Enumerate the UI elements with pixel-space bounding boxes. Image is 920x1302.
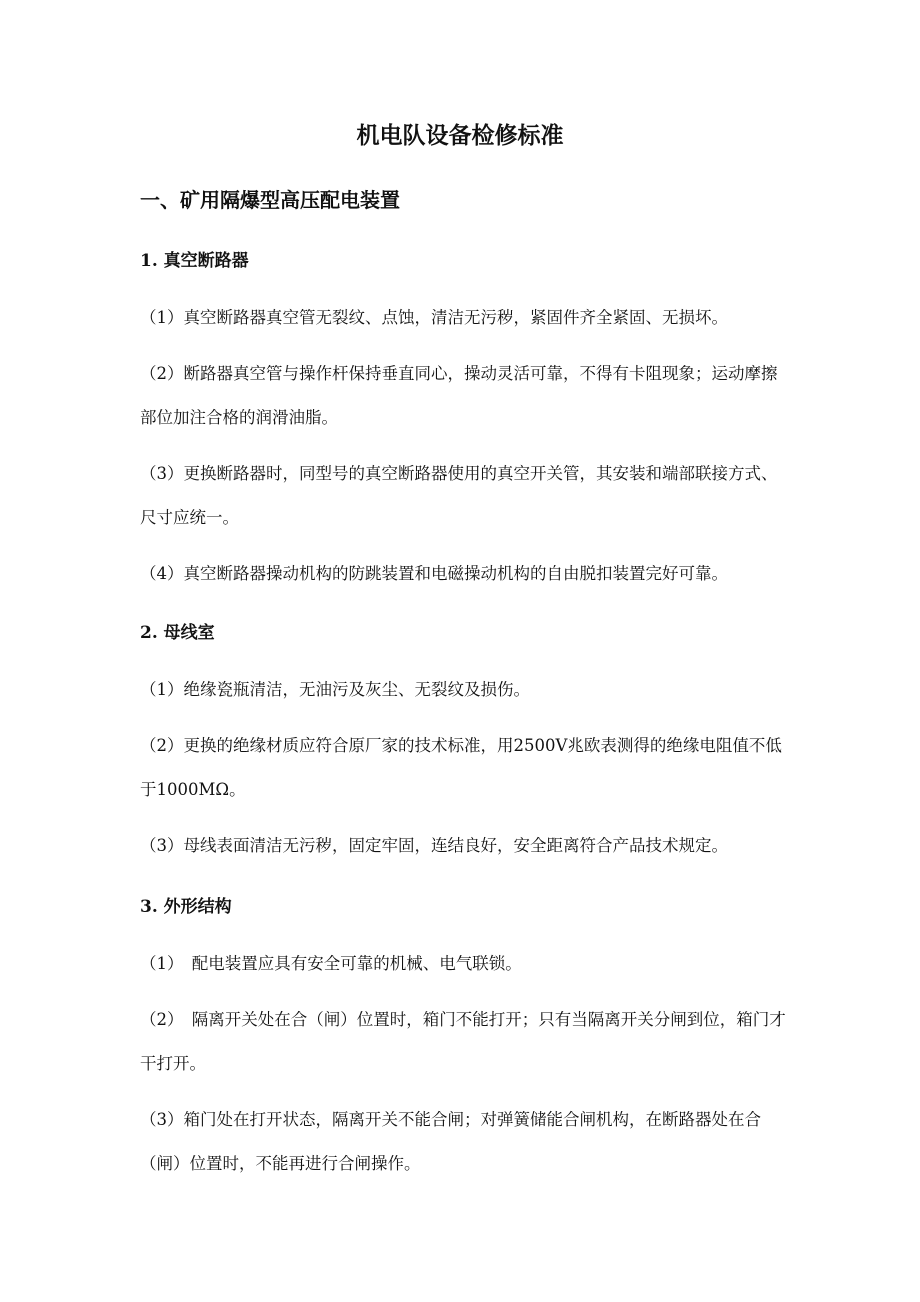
- paragraph-1-4: （4）真空断路器操动机构的防跳装置和电磁操动机构的自由脱扣装置完好可靠。: [140, 564, 728, 583]
- paragraph-1-2: （2）断路器真空管与操作杆保持垂直同心，操动灵活可靠，不得有卡阻现象；运动摩擦部位加注合格的润滑油脂。: [140, 364, 778, 427]
- paragraph-3-3: （3）箱门处在打开状态，隔离开关不能合闸；对弹簧储能合闸机构，在断路器处在合（闸）位置时，不能再进行合闸操作。: [140, 1110, 761, 1173]
- section-heading: 一、矿用隔爆型高压配电装置: [140, 188, 400, 212]
- subsection-heading-2: 2. 母线室: [140, 623, 215, 643]
- paragraph-1-3: （3）更换断路器时，同型号的真空断路器使用的真空开关管，其安装和端部联接方式、尺寸应统一。: [140, 464, 778, 527]
- paragraph-3-1: （1） 配电装置应具有安全可靠的机械、电气联锁。: [140, 954, 522, 973]
- paragraph-1-1: （1）真空断路器真空管无裂纹、点蚀，清洁无污秽，紧固件齐全紧固、无损坏。: [140, 308, 728, 327]
- paragraph-2-3: （3）母线表面清洁无污秽，固定牢固，连结良好，安全距离符合产品技术规定。: [140, 836, 728, 855]
- paragraph-3-2: （2） 隔离开关处在合（闸）位置时，箱门不能打开；只有当隔离开关分闸到位，箱门才干打开。: [140, 1010, 786, 1073]
- document-title: 机电队设备检修标准: [356, 122, 564, 149]
- paragraph-2-2: （2）更换的绝缘材质应符合原厂家的技术标准，用2500V兆欧表测得的绝缘电阻值不低于1000MΩ。: [140, 736, 782, 799]
- paragraph-2-1: （1）绝缘瓷瓶清洁，无油污及灰尘、无裂纹及损伤。: [140, 680, 530, 699]
- subsection-heading-3: 3. 外形结构: [140, 897, 232, 917]
- subsection-heading-1: 1. 真空断路器: [140, 251, 249, 271]
